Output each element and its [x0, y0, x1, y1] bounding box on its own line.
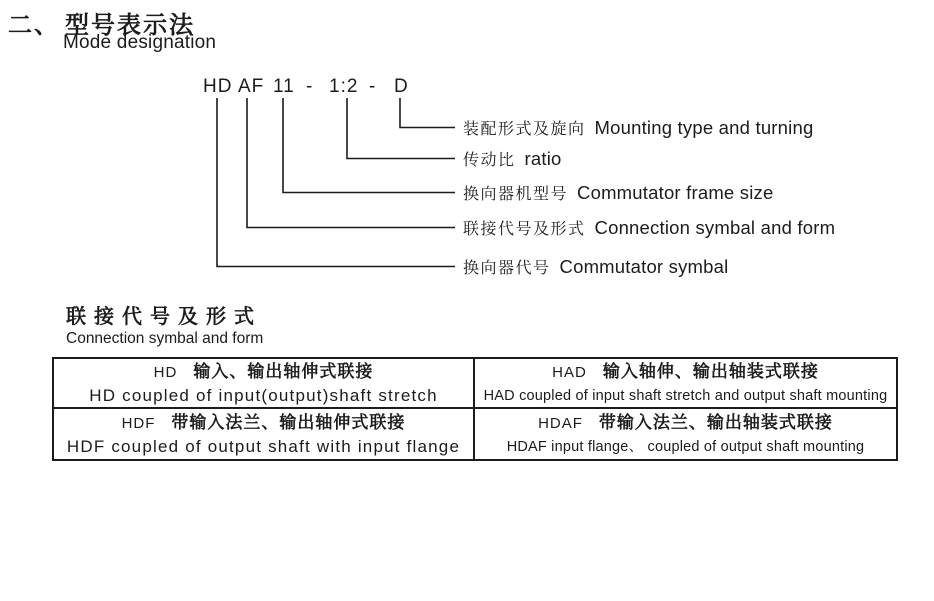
table-cell-had	[475, 359, 896, 409]
table-cell-hdf-title	[122, 411, 406, 436]
connection-desc-cn: 输入、输出轴伸式联接	[193, 361, 374, 381]
callout-ratio	[463, 147, 562, 170]
callout-connection-symbol-en: Connection symbal and form	[594, 217, 836, 238]
callout-ratio-cn: 传动比	[463, 152, 516, 169]
table-cell-hd-title	[154, 360, 374, 385]
connection-desc-cn: 带输入法兰、输出轴装式联接	[598, 412, 833, 432]
table-cell-hdaf	[475, 409, 896, 459]
callout-commutator-symbol	[463, 255, 728, 278]
page-title-cn: 型号表示法	[65, 12, 195, 39]
connection-code: HDAF	[538, 414, 583, 432]
connection-desc-cn: 输入轴伸、输出轴装式联接	[602, 361, 819, 381]
connection-desc-en: HDAF input flange、 coupled of output shaft mounting	[506, 438, 865, 455]
model-code-connection-symbol: AF	[238, 76, 265, 97]
connection-code: HAD	[552, 363, 587, 381]
callout-mounting-type-cn: 装配形式及旋向	[463, 121, 586, 138]
connection-table	[52, 357, 898, 461]
callout-frame-size-cn: 换向器机型号	[463, 186, 569, 203]
page-title-en: Mode designation	[63, 32, 217, 53]
callout-commutator-symbol-cn: 换向器代号	[463, 260, 551, 277]
model-code-mounting-type: D	[394, 76, 409, 97]
callout-mounting-type	[463, 116, 813, 139]
table-cell-hdaf-title	[538, 411, 833, 436]
connection-desc-en: HD coupled of input(output)shaft stretch	[89, 385, 438, 405]
connection-code: HD	[153, 363, 178, 381]
connection-section-heading-en: Connection symbal and form	[66, 330, 264, 347]
section-number: 二、	[8, 12, 60, 39]
callout-commutator-symbol-en: Commutator symbal	[559, 256, 729, 277]
model-code-dash: -	[369, 76, 377, 97]
connection-code: HDF	[121, 414, 156, 432]
table-cell-had-title	[552, 360, 819, 385]
connection-section-heading-cn: 联接代号及形式	[66, 306, 262, 328]
table-cell-hd	[54, 359, 475, 409]
callout-frame-size-en: Commutator frame size	[577, 182, 774, 203]
callout-connection-symbol-cn: 联接代号及形式	[463, 221, 586, 238]
model-code-commutator-symbol: HD	[203, 76, 233, 97]
callout-connection-symbol	[463, 216, 835, 239]
connection-desc-en: HDF coupled of output shaft with input flange	[66, 436, 461, 456]
model-code-ratio: 1:2	[329, 76, 359, 97]
connection-desc-cn: 带输入法兰、输出轴伸式联接	[171, 412, 406, 432]
connection-desc-en: HAD coupled of input shaft stretch and output shaft mounting	[483, 387, 888, 404]
table-cell-hdf	[54, 409, 475, 459]
model-code-frame-size: 11	[273, 76, 295, 97]
callout-frame-size	[463, 181, 773, 204]
callout-ratio-en: ratio	[524, 148, 562, 169]
model-code-dash: -	[306, 76, 314, 97]
callout-mounting-type-en: Mounting type and turning	[594, 117, 814, 138]
